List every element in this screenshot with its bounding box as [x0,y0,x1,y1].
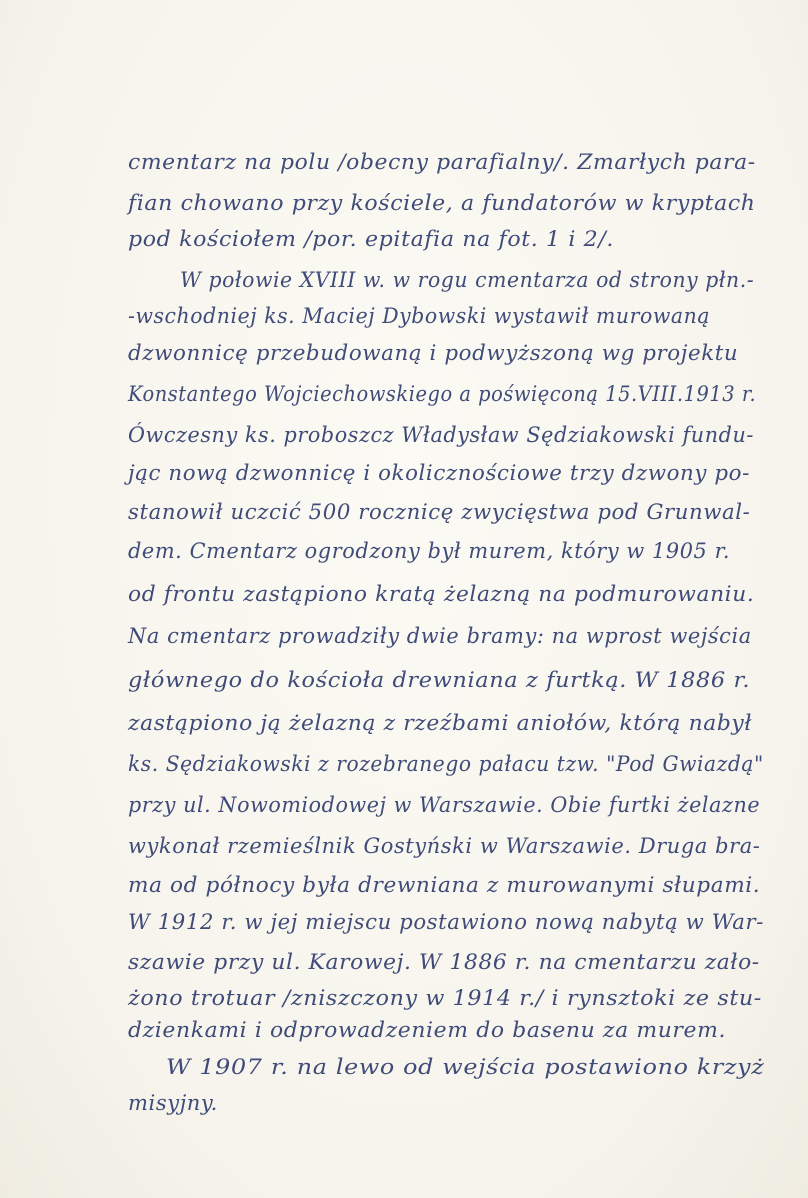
text-line-3: pod kościołem /por. epitafia na fot. 1 i 2/. [128,227,615,252]
text-line-25: misyjny. [128,1091,218,1116]
text-line-22: żono trotuar /zniszczony w 1914 r./ i rynsztoki ze stu- [128,986,762,1011]
text-line-7: Konstantego Wojciechowskiego a poświęconą 15.VIII.1913 r. [128,382,757,407]
text-line-8: Ówczesny ks. proboszcz Władysław Sędziakowski fundu- [128,423,754,448]
text-line-24: W 1907 r. na lewo od wejścia postawiono krzyż [166,1055,765,1080]
text-line-2: fian chowano przy kościele, a fundatorów w kryptach [128,191,756,216]
text-line-15: zastąpiono ją żelazną z rzeźbami aniołów, którą nabył [128,711,753,736]
text-line-11: dem. Cmentarz ogrodzony był murem, który w 1905 r. [128,539,731,564]
text-line-23: dzienkami i odprowadzeniem do basenu za murem. [128,1018,727,1043]
text-line-18: wykonał rzemieślnik Gostyński w Warszawie. Druga bra- [128,834,761,859]
text-line-5: -wschodniej ks. Maciej Dybowski wystawił murowaną [128,304,711,329]
text-line-17: przy ul. Nowomiodowej w Warszawie. Obie furtki żelazne [128,793,761,818]
text-line-20: W 1912 r. w jej miejscu postawiono nową nabytą w War- [128,910,764,935]
text-line-10: stanowił uczcić 500 rocznicę zwycięstwa pod Grunwal- [128,500,751,525]
text-line-19: ma od północy była drewniana z murowanymi słupami. [128,873,761,898]
text-line-1: cmentarz na polu /obecny parafialny/. Zmarłych para- [128,150,756,175]
text-line-4: W połowie XVIII w. w rogu cmentarza od strony płn.- [180,268,755,293]
text-line-9: jąc nową dzwonnicę i okolicznościowe trzy dzwony po- [128,461,750,486]
text-line-12: od frontu zastąpiono kratą żelazną na podmurowaniu. [128,582,755,607]
text-line-16: ks. Sędziakowski z rozebranego pałacu tzw. "Pod Gwiazdą" [128,752,764,777]
text-line-14: głównego do kościoła drewniana z furtką. W 1886 r. [128,668,751,693]
text-line-6: dzwonnicę przebudowaną i podwyższoną wg projektu [128,341,739,366]
text-line-21: szawie przy ul. Karowej. W 1886 r. na cmentarzu zało- [128,950,760,975]
text-line-13: Na cmentarz prowadziły dwie bramy: na wprost wejścia [128,624,752,649]
